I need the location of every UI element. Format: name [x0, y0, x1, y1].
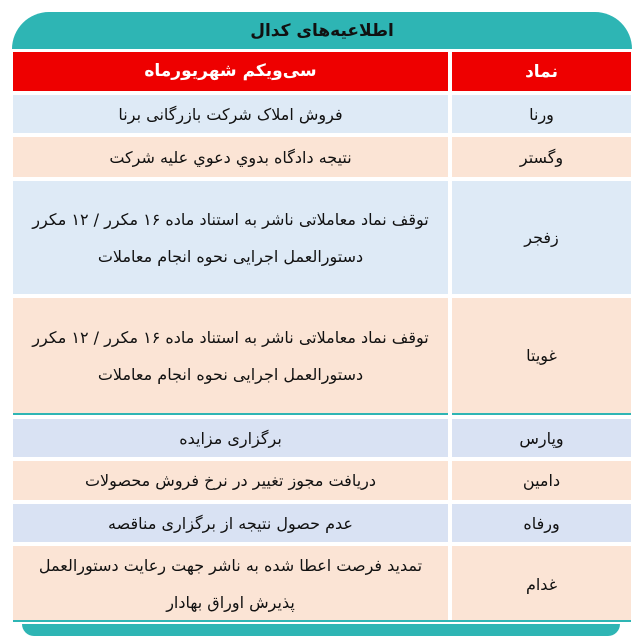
symbol-cell: ورفاه [452, 504, 631, 542]
table-row [13, 461, 631, 500]
description-cell: توقف نماد معاملاتی ناشر به استناد ماده ۱۶ مکرر / ۱۲ مکرر دستورالعمل اجرایی نحوه انجام معاملات [13, 181, 448, 294]
symbol-cell: زفجر [452, 181, 631, 294]
column-header-symbol: نماد [452, 52, 631, 91]
table-header-row [13, 52, 631, 91]
description-cell: فروش املاک شرکت بازرگانی برنا [13, 95, 448, 133]
footer-banner [22, 624, 620, 636]
announcements-table [13, 52, 631, 622]
page-title: اطلاعیه‌های کدال [250, 20, 394, 41]
description-cell: نتیجه دادگاه بدوي دعوي عليه شركت [13, 137, 448, 177]
column-header-date: سی‌ویکم شهریورماه [13, 52, 448, 91]
table-row [13, 298, 631, 415]
description-cell: برگزاری مزایده [13, 419, 448, 457]
symbol-cell: وپارس [452, 419, 631, 457]
table-row [13, 419, 631, 457]
description-cell: توقف نماد معاملاتی ناشر به استناد ماده ۱۶ مکرر / ۱۲ مکرر دستورالعمل اجرایی نحوه انجام معاملات [13, 298, 448, 415]
title-banner [12, 12, 632, 49]
description-cell: دریافت مجوز تغییر در نرخ فروش محصولات [13, 461, 448, 500]
table-row [13, 95, 631, 133]
bottom-divider [13, 620, 631, 622]
description-cell: تمدید فرصت اعطا شده به ناشر جهت رعایت دستورالعمل پذیرش اوراق بهادار [13, 546, 448, 622]
symbol-cell: غدام [452, 546, 631, 622]
symbol-cell: وگستر [452, 137, 631, 177]
table-row [13, 137, 631, 177]
table-row [13, 546, 631, 622]
table-row [13, 504, 631, 542]
table-row [13, 181, 631, 294]
description-cell: عدم حصول نتیجه از برگزاری مناقصه [13, 504, 448, 542]
symbol-cell: غویتا [452, 298, 631, 415]
symbol-cell: ورنا [452, 95, 631, 133]
symbol-cell: دامین [452, 461, 631, 500]
